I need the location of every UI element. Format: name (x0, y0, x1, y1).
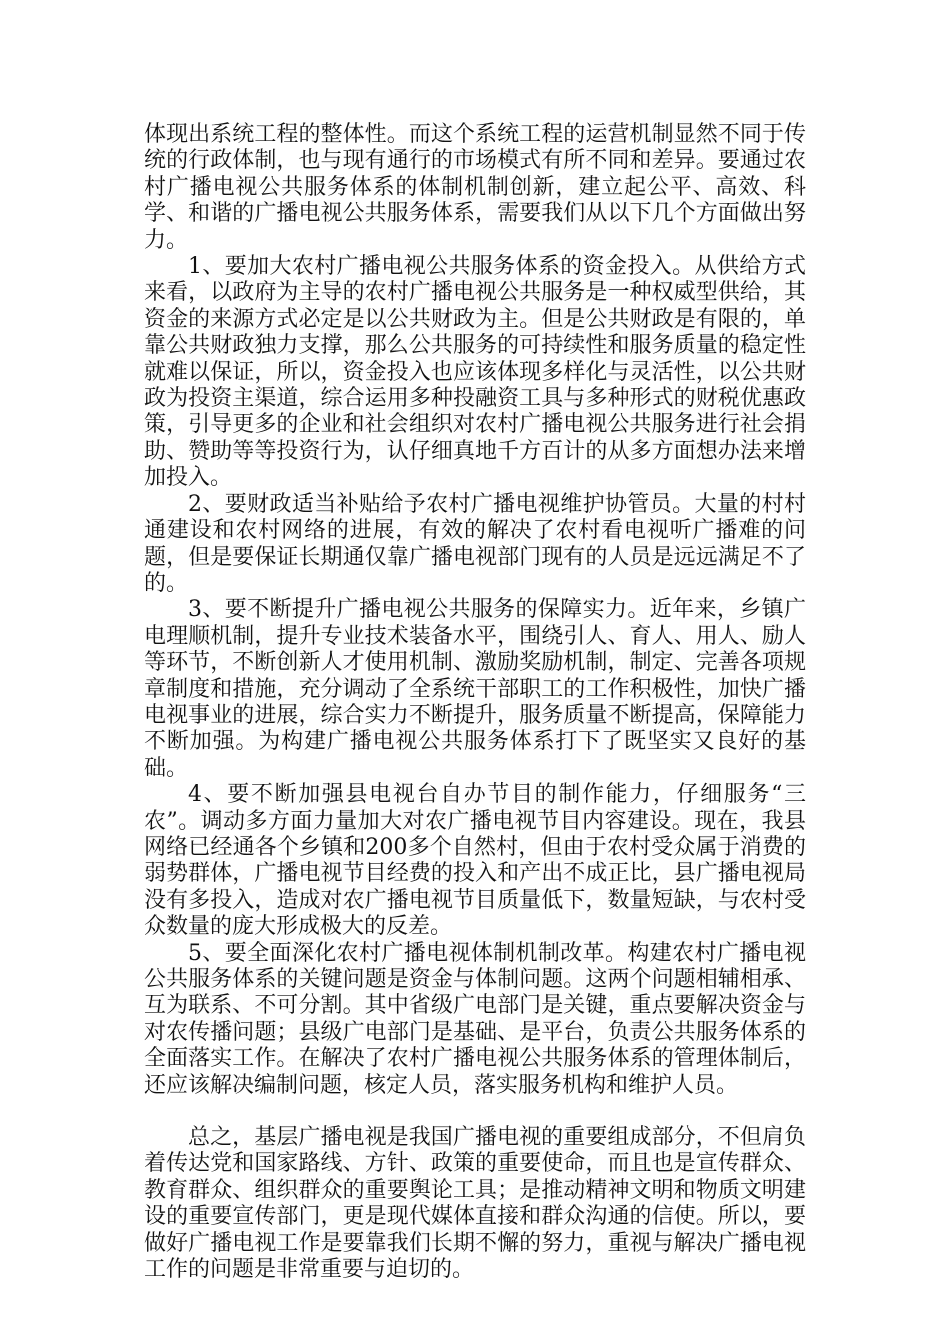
document-body (144, 122, 806, 1283)
paragraph-point-2: 2、要财政适当补贴给予农村广播电视维护协管员。大量的村村通建设和农村网络的进展，有效的解决了农村看电视听广播难的问题，但是要保证长期通仅靠广播电视部门现有的人员是远远满足不了的。 (144, 491, 806, 596)
paragraph-point-1: 1、要加大农村广播电视公共服务体系的资金投入。从供给方式来看，以政府为主导的农村广播电视公共服务是一种权威型供给，其资金的来源方式必定是以公共财政为主。但是公共财政是有限的，单靠公共财政独力支撑，那么公共服务的可持续性和服务质量的稳定性就难以保证，所以，资金投入也应该体现多样化与灵活性，以公共财政为投资主渠道，综合运用多种投融资工具与多种形式的财税优惠政策，引导更多的企业和社会组织对农村广播电视公共服务进行社会捐助、赞助等等投资行为，认仔细真地千方百计的从多方面想办法来增加投入。 (144, 254, 806, 491)
paragraph-spacer (144, 1099, 806, 1125)
paragraph-conclusion: 总之，基层广播电视是我国广播电视的重要组成部分，不但肩负着传达党和国家路线、方针、政策的重要使命，而且也是宣传群众、教育群众、组织群众的重要舆论工具；是推动精神文明和物质文明建设的重要宣传部门，更是现代媒体直接和群众沟通的信使。所以，要做好广播电视工作是要靠我们长期不懈的努力，重视与解决广播电视工作的问题是非常重要与迫切的。 (144, 1125, 806, 1283)
paragraph-point-4: 4、要不断加强县电视台自办节目的制作能力，仔细服务“三农”。调动多方面力量加大对农广播电视节目内容建设。现在，我县网络已经通各个乡镇和200多个自然村，但由于农村受众属于消费的弱势群体，广播电视节目经费的投入和产出不成正比，县广播电视局没有多投入，造成对农广播电视节目质量低下，数量短缺，与农村受众数量的庞大形成极大的反差。 (144, 782, 806, 940)
paragraph-point-3: 3、要不断提升广播电视公共服务的保障实力。近年来，乡镇广电理顺机制，提升专业技术装备水平，围绕引人、育人、用人、励人等环节，不断创新人才使用机制、激励奖励机制，制定、完善各项规章制度和措施，充分调动了全系统干部职工的工作积极性，加快广播电视事业的进展，综合实力不断提升，服务质量不断提高，保障能力不断加强。为构建广播电视公共服务体系打下了既坚实又良好的基础。 (144, 597, 806, 781)
paragraph-intro: 体现出系统工程的整体性。而这个系统工程的运营机制显然不同于传统的行政体制，也与现有通行的市场模式有所不同和差异。要通过农村广播电视公共服务体系的体制机制创新，建立起公平、高效、科学、和谐的广播电视公共服务体系，需要我们从以下几个方面做出努力。 (144, 122, 806, 253)
paragraph-point-5: 5、要全面深化农村广播电视体制机制改革。构建农村广播电视公共服务体系的关键问题是资金与体制问题。这两个问题相辅相承、互为联系、不可分割。其中省级广电部门是关键，重点要解决资金与对农传播问题；县级广电部门是基础、是平台，负责公共服务体系的全面落实工作。在解决了农村广播电视公共服务体系的管理体制后，还应该解决编制问题，核定人员，落实服务机构和维护人员。 (144, 940, 806, 1098)
